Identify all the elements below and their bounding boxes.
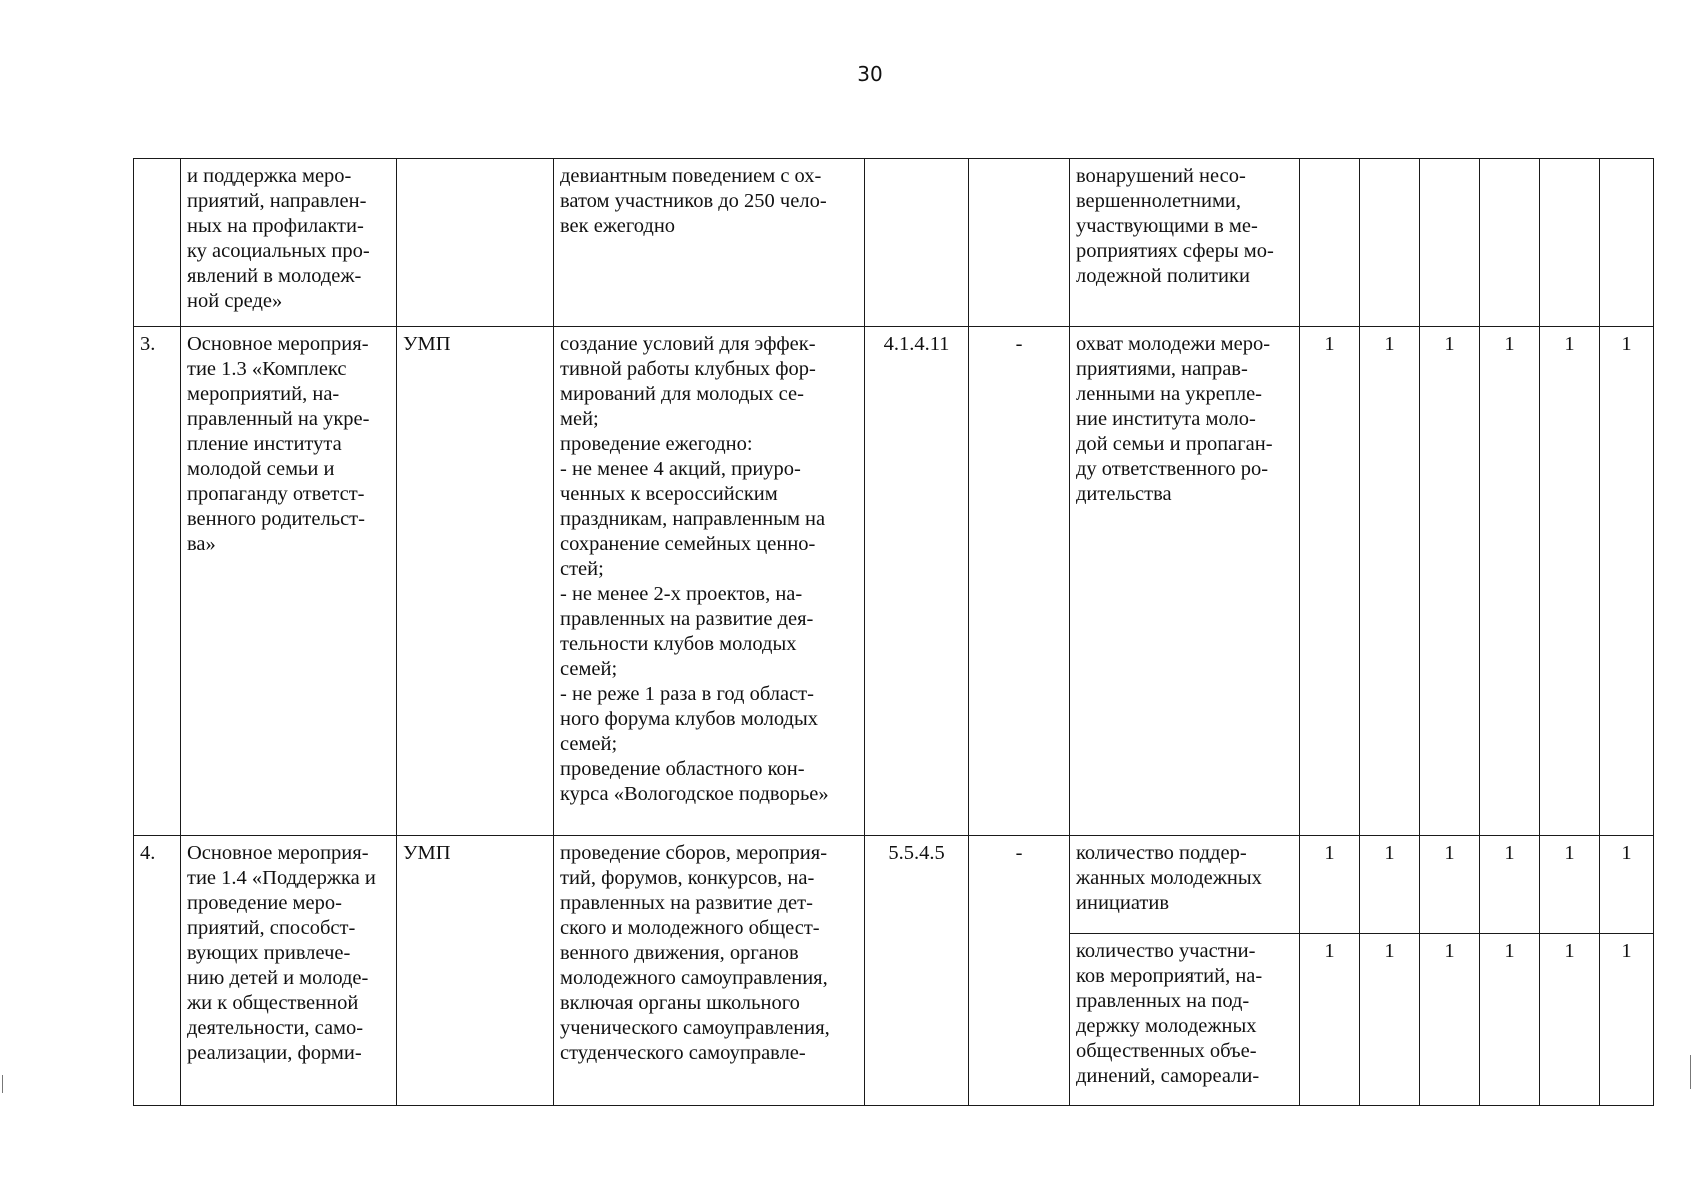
code-cell: 5.5.4.5 [865,836,969,1106]
executor-cell: УМП [397,326,554,836]
indicator-value-cell: 1 [1420,326,1480,836]
indicator-value-cell: 1 [1540,934,1600,1106]
indicator-value-cell: 1 [1360,326,1420,836]
indicator-value-cell: 1 [1540,326,1600,836]
indicator-value-cell: 1 [1480,934,1540,1106]
row-number-cell: 3. [134,326,181,836]
activity-name-cell: Основное мероприя- тие 1.3 «Комплекс мероприятий, на- правленный на укре- пление института молодой семьи и пропаганду ответст- венного родительст- ва» [181,326,397,836]
scan-mark [2,1075,3,1093]
indicator-value-cell: 1 [1540,836,1600,934]
indicator-value-cell [1540,159,1600,327]
indicator-value-cell: 1 [1480,326,1540,836]
indicator-value-cell [1420,159,1480,327]
page-number: 30 [857,62,883,86]
table-row [134,326,1654,836]
indicator-name-cell: количество поддер- жанных молодежных инициатив [1070,836,1300,934]
indicator-value-cell [1480,159,1540,327]
indicator-value-cell: 1 [1300,836,1360,934]
executor-cell [397,159,554,327]
activities-table [133,158,1654,1106]
activity-name-cell: и поддержка меро- приятий, направлен- ных на профилакти- ку асоциальных про- явлений в молодеж- ной среде» [181,159,397,327]
indicator-name-cell: охват молодежи меро- приятиями, направ- ленными на укрепле- ние института моло- дой семьи и пропаган- ду ответственного ро- дительства [1070,326,1300,836]
indicator-value-cell: 1 [1360,934,1420,1106]
dash-cell: - [969,326,1070,836]
table-row [134,159,1654,327]
dash-cell [969,159,1070,327]
indicator-value-cell [1300,159,1360,327]
code-cell [865,159,969,327]
indicator-value-cell: 1 [1600,836,1654,934]
activity-name-cell: Основное мероприя- тие 1.4 «Поддержка и проведение меро- приятий, способст- вующих привлече- нию детей и молоде- жи к общественной деятельности, само- реализации, форми- [181,836,397,1106]
expected-result-cell: девиантным поведением с ох- ватом участников до 250 чело- век ежегодно [554,159,865,327]
executor-cell: УМП [397,836,554,1106]
indicator-value-cell: 1 [1360,836,1420,934]
scan-mark [1690,1055,1691,1089]
row-number-cell [134,159,181,327]
indicator-value-cell: 1 [1600,326,1654,836]
indicator-value-cell: 1 [1300,326,1360,836]
indicator-value-cell: 1 [1420,836,1480,934]
indicator-value-cell [1360,159,1420,327]
expected-result-cell: создание условий для эффек- тивной работы клубных фор- мирований для молодых се- мей; проведение ежегодно: - не менее 4 акций, приуро- ченных к всероссийским праздникам, направленным на сохранение семейных ценно- стей; - не менее 2-х проектов, на- правленных на развитие дея- тельности клубов молодых семей; - не реже 1 раза в год област- ного форума клубов молодых семей; проведение областного кон- курса «Вологодское подворье» [554,326,865,836]
indicator-value-cell: 1 [1300,934,1360,1106]
code-cell: 4.1.4.11 [865,326,969,836]
row-number-cell: 4. [134,836,181,1106]
expected-result-cell: проведение сборов, мероприя- тий, форумов, конкурсов, на- правленных на развитие дет- ского и молодежного общест- венного движения, органов молодежного самоуправления, включая органы школьного ученического самоуправления, студенческого самоуправле- [554,836,865,1106]
dash-cell: - [969,836,1070,1106]
indicator-value-cell: 1 [1420,934,1480,1106]
indicator-name-cell: количество участни- ков мероприятий, на- правленных на под- держку молодежных общественных объе- динений, самореали- [1070,934,1300,1106]
indicator-value-cell: 1 [1600,934,1654,1106]
indicator-value-cell [1600,159,1654,327]
indicator-name-cell: вонарушений несо- вершеннолетними, участвующими в ме- роприятиях сферы мо- лодежной политики [1070,159,1300,327]
indicator-value-cell: 1 [1480,836,1540,934]
table-row [134,836,1654,934]
